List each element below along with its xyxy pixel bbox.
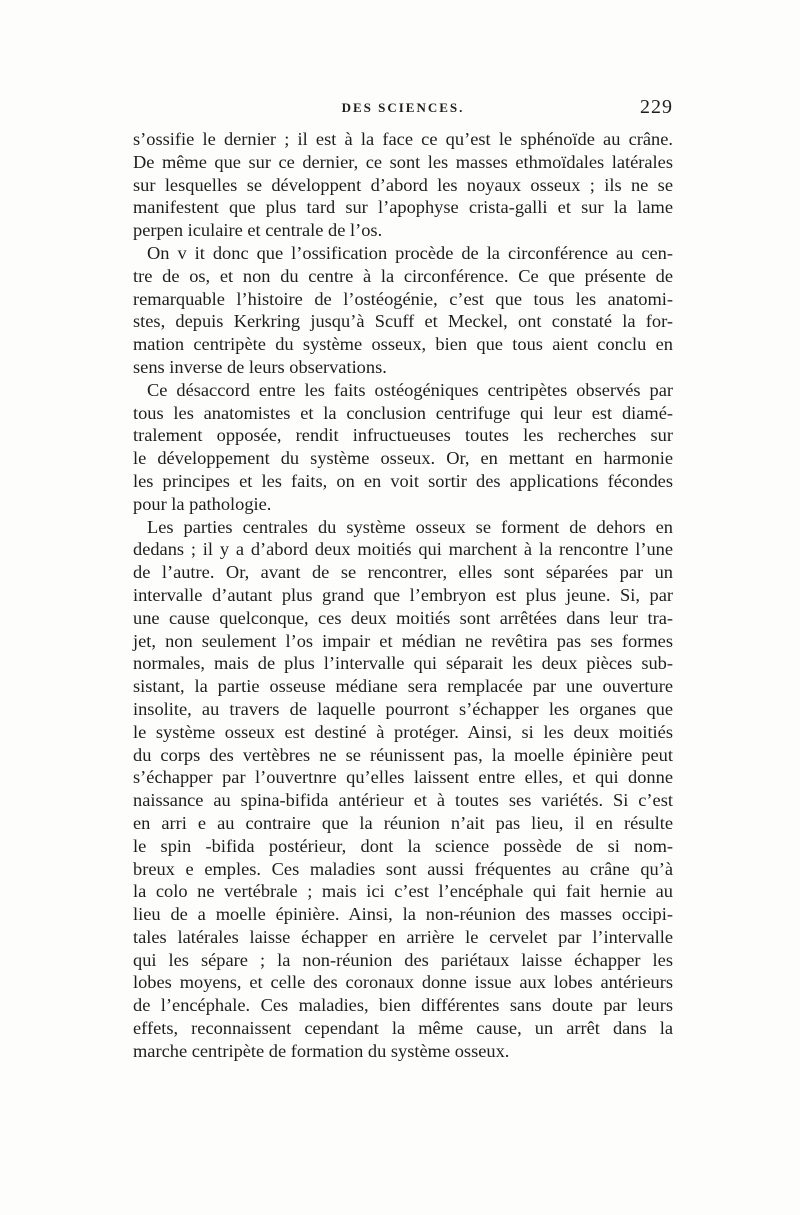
text-line: jet, non seulement l’os impair et médian ne revêtira pas ses formes — [133, 630, 673, 651]
page-number: 229 — [640, 96, 673, 118]
text-line: pour la pathologie. — [133, 493, 272, 514]
text-line: breux e emples. Ces maladies sont aussi fréquentes au crâne qu’à — [133, 858, 673, 879]
text-line: qui les sépare ; la non-réunion des pariétaux laisse échapper les — [133, 949, 673, 970]
text-line: Les parties centrales du système osseux se forment de dehors en — [147, 516, 673, 537]
text-line: une cause quelconque, ces deux moitiés sont arrêtées dans leur tra- — [133, 607, 673, 628]
text-line: lobes moyens, et celle des coronaux donne issue aux lobes antérieurs — [133, 972, 673, 993]
text-line: tralement opposée, rendit infructueuses toutes les recherches sur — [133, 425, 673, 446]
text-line: de l’encéphale. Ces maladies, bien différentes sans doute par leurs — [133, 995, 673, 1016]
text-line: s’échapper par l’ouvertnre qu’elles laissent entre elles, et qui donne — [133, 767, 673, 788]
running-head — [133, 96, 673, 124]
text-line: du corps des vertèbres ne se réunissent pas, la moelle épinière peut — [133, 744, 673, 765]
text-line: perpen iculaire et centrale de l’os. — [133, 220, 383, 241]
text-line: sur lesquelles se développent d’abord les noyaux osseux ; ils ne se — [133, 174, 673, 195]
text-line: normales, mais de plus l’intervalle qui séparait les deux pièces sub- — [133, 653, 673, 674]
text-line: le spin -bifida postérieur, dont la science possède de si nom- — [133, 835, 673, 856]
text-line: mation centripète du système osseux, bien que tous aient conclu en — [133, 334, 673, 355]
text-line: sens inverse de leurs observations. — [133, 356, 387, 377]
body-text — [133, 128, 673, 1063]
text-line: en arri e au contraire que la réunion n’ait pas lieu, il en résulte — [133, 812, 673, 833]
text-line: s’ossifie le dernier ; il est à la face ce qu’est le sphénoïde au crâne. — [133, 129, 673, 149]
text-line: tous les anatomistes et la conclusion centrifuge qui leur est diamé- — [133, 402, 673, 423]
text-line: la colo ne vertébrale ; mais ici c’est l’encéphale qui fait hernie au — [133, 881, 673, 902]
text-line: dedans ; il y a d’abord deux moitiés qui marchent à la rencontre l’une — [133, 539, 673, 560]
text-line: tre de os, et non du centre à la circonférence. Ce que présente de — [133, 265, 673, 286]
text-line: le développement du système osseux. Or, en mettant en harmonie — [133, 448, 673, 469]
text-line: marche centripète de formation du système osseux. — [133, 1040, 510, 1061]
text-line: tales latérales laisse échapper en arrière le cervelet par l’intervalle — [133, 926, 673, 947]
text-line: de l’autre. Or, avant de se rencontrer, elles sont séparées par un — [133, 562, 673, 583]
text-line: insolite, au travers de laquelle pourront s’échapper les organes que — [133, 698, 673, 719]
text-line: stes, depuis Kerkring jusqu’à Scuff et Meckel, ont constaté la for- — [133, 311, 673, 332]
text-line: intervalle d’autant plus grand que l’embryon est plus jeune. Si, par — [133, 584, 673, 605]
running-title: DES SCIENCES. — [341, 100, 465, 115]
text-line: effets, reconnaissent cependant la même cause, un arrêt dans la — [133, 1018, 673, 1039]
text-line: De même que sur ce dernier, ce sont les masses ethmoïdales latérales — [133, 151, 673, 172]
text-line: lieu de a moelle épinière. Ainsi, la non-réunion des masses occipi- — [133, 904, 673, 925]
text-line: le système osseux est destiné à protéger. Ainsi, si les deux moitiés — [133, 721, 673, 742]
text-line: les principes et les faits, on en voit sortir des applications fécondes — [133, 470, 673, 491]
text-line: On v it donc que l’ossification procède de la circonférence au cen- — [147, 242, 673, 263]
text-line: Ce désaccord entre les faits ostéogéniques centripètes observés par — [147, 379, 673, 400]
text-line: manifestent que plus tard sur l’apophyse crista-galli et sur la lame — [133, 197, 673, 218]
text-line: remarquable l’histoire de l’ostéogénie, c’est que tous les anatomi- — [133, 288, 673, 309]
text-line: naissance au spina-bifida antérieur et à toutes ses variétés. Si c’est — [133, 790, 673, 811]
text-line: sistant, la partie osseuse médiane sera remplacée par une ouverture — [133, 676, 673, 697]
